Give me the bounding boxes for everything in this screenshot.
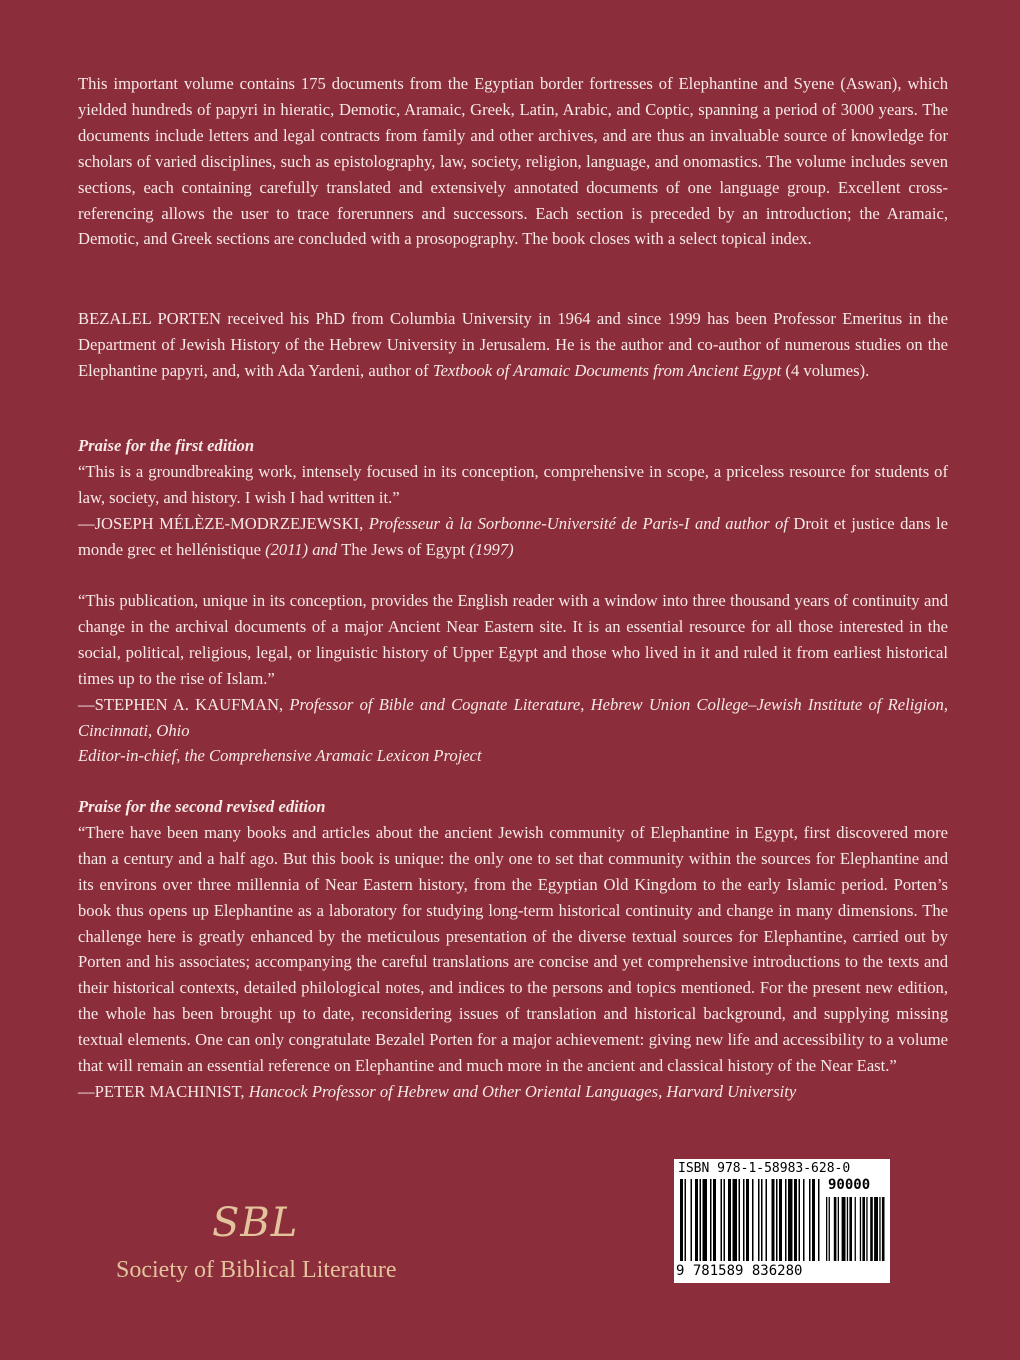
barcode-bar [812,1179,815,1261]
praise-first-edition-block [78,433,948,563]
author-bio-text: BEZALEL PORTEN received his PhD from Columbia University in 1964 and since 1999 has been Professor Emeritus in the Department of Jewish History of the Hebrew University in Jerusalem. He is the author and co-author of numerous studies on the Elephantine papyri, and, with Ada Yardeni, author of [78,309,948,380]
barcode-addon-bar [838,1197,839,1261]
barcode-ean-digits: 9 781589 836280 [676,1263,803,1279]
praise-first-2-attr-role2: Editor-in-chief, the Comprehensive Aramaic Lexicon Project [78,746,482,766]
author-bio-paragraph [78,306,948,384]
publisher-name: Society of Biblical Literature [116,1257,397,1283]
barcode-bar [680,1179,683,1261]
barcode-bar [713,1179,716,1261]
praise-first-attr-book2: The Jews of Egypt [341,539,470,559]
publisher-logo [116,1200,446,1295]
barcode-addon-bar [842,1197,846,1261]
barcode-bar [779,1179,782,1261]
barcode-bar [766,1179,768,1261]
barcode-price-code: 90000 [828,1177,871,1193]
barcode-addon-bar [874,1197,878,1261]
description-block [78,71,948,252]
praise-second-attr-role: Hancock Professor of Hebrew and Other Oriental Languages, Harvard University [248,1081,797,1101]
barcode-addon-bar [849,1197,852,1261]
barcode-bar [724,1179,726,1261]
barcode-bar [803,1179,805,1261]
author-bio-block [78,306,948,384]
barcode-bar [746,1179,749,1261]
praise-first-edition-block-2 [78,588,948,769]
barcode-addon-bar [870,1197,873,1261]
barcode-addon-bar [882,1197,885,1261]
barcode-bar [809,1179,811,1261]
barcode-addon-bar [826,1197,827,1261]
praise-first-attr-book1: Droit et justice dans le monde grec et hellénistique [78,513,948,559]
barcode-bar [685,1179,687,1261]
barcode-bar [700,1179,702,1261]
barcode-addon-bar [879,1197,880,1261]
praise-first-2-attr-role: Professor of Bible and Cognate Literature, Hebrew Union College–Jewish Institute of Religion, Cincinnati, Ohio [78,694,948,740]
praise-second-heading: Praise for the second revised edition [78,797,326,816]
barcode-bar [761,1179,763,1261]
barcode-addon-bar [829,1197,830,1261]
praise-first-2-attribution [78,692,948,744]
praise-second-attr-name: —PETER MACHINIST, [78,1081,249,1101]
isbn-barcode [674,1159,890,1283]
barcode-bar [703,1179,708,1261]
praise-first-2-quote: “This publication, unique in its conception, provides the English reader with a window into three thousand years of continuity and change in the archival documents of a major Ancient Near Eastern site. It is an essential resource for all those interested in the social, political, religious, legal, or linguistic history of Upper Egypt and those who lived in it and ruled it from earliest historical times up to the rise of Islam.” [78,591,948,688]
barcode-bar [752,1179,754,1261]
sbl-monogram: SBL [212,1200,299,1246]
barcode-addon-bar [866,1197,867,1261]
praise-second-attribution [78,1079,948,1105]
author-bio-end: (4 volumes). [781,360,870,380]
praise-first-attr-year1: (2011) and [265,539,342,559]
barcode-bar [799,1179,801,1261]
barcode-bar [695,1179,698,1261]
barcode-bar [733,1179,738,1261]
praise-second-quote: “There have been many books and articles about the ancient Jewish community of Elephantine in Egypt, first discovered more than a century and a half ago. But this book is unique: the only one to set that community within the sources for Elephantine and its environs over three millennia of Near Eastern history, from the Egyptian Old Kingdom to the early Islamic period. Porten’s book thus opens up Elephantine as a laboratory for studying long-term historical continuity and change in many dimensions. The challenge here is greatly enhanced by the meticulous presentation of the diverse textual sources for Elephantine, carried out by Porten and his associates; accompanying the careful translations are concise and yet comprehensive introductions to the texts and their historical contexts, detailed philological notes, and indices to the persons and topics mentioned. For the present new edition, the whole has been brought up to date, reconsidering issues of translation and historical background, and supplying missing textual elements. One can only congratulate Bezalel Porten for a major achievement: giving new life and accessibility to a volume that will remain an essential reference on Elephantine and much more in the ancient and classical history of the Near East.” [78,822,948,1076]
barcode-bar [818,1179,820,1261]
praise-first-quote: “This is a groundbreaking work, intensely focused in its conception, comprehensive in scope, a priceless resource for students of law, society, and history. I wish I had written it.” [78,461,948,507]
barcode-addon-bar [855,1197,856,1261]
praise-first-2-attr-name: —STEPHEN A. KAUFMAN, [78,694,290,714]
barcode-bar [710,1179,712,1261]
praise-first-attr-role: Professeur à la Sorbonne-Université de Paris-I and author of [368,513,794,533]
barcode-addon-bar [860,1197,861,1261]
barcode-bar [691,1179,693,1261]
barcode-addon-bar [847,1197,848,1261]
barcode-bar [785,1179,787,1261]
barcode-bar [743,1179,745,1261]
praise-first-heading: Praise for the first edition [78,436,255,455]
praise-first-attribution [78,511,948,563]
barcode-bar [721,1179,723,1261]
author-bio-book-title: Textbook of Aramaic Documents from Ancient Egypt [432,360,782,380]
barcode-bar [776,1179,778,1261]
barcode-bar [728,1179,731,1261]
praise-first-attr-year2: (1997) [469,539,514,559]
barcode-addon-bar [834,1197,837,1261]
barcode-addon-bar [862,1197,865,1261]
barcode-bar [758,1179,760,1261]
praise-first-attr-name: —JOSEPH MÉLÈZE-MODRZEJEWSKI, [78,513,369,533]
barcode-bar [739,1179,741,1261]
praise-second-edition-block [78,794,948,1105]
description-paragraph: This important volume contains 175 documents from the Egyptian border fortresses of Elephantine and Syene (Aswan), which yielded hundreds of papyri in hieratic, Demotic, Aramaic, Greek, Latin, Arabic, and Coptic, spanning a period of 3000 years. The documents include letters and legal contracts from family and other archives, and are thus an invaluable source of knowledge for scholars of varied disciplines, such as epistolography, law, society, religion, language, and onomastics. The volume includes seven sections, each containing carefully translated and extensively annotated documents of one language group. Excellent cross-referencing allows the user to trace forerunners and successors. Each section is preceded by an introduction; the Aramaic, Demotic, and Greek sections are concluded with a prosopography. The book closes with a select topical index. [78,74,948,249]
barcode-bar [788,1179,793,1261]
isbn-label: ISBN 978-1-58983-628-0 [678,1161,851,1176]
barcode-bar [772,1179,775,1261]
barcode-bar [794,1179,797,1261]
